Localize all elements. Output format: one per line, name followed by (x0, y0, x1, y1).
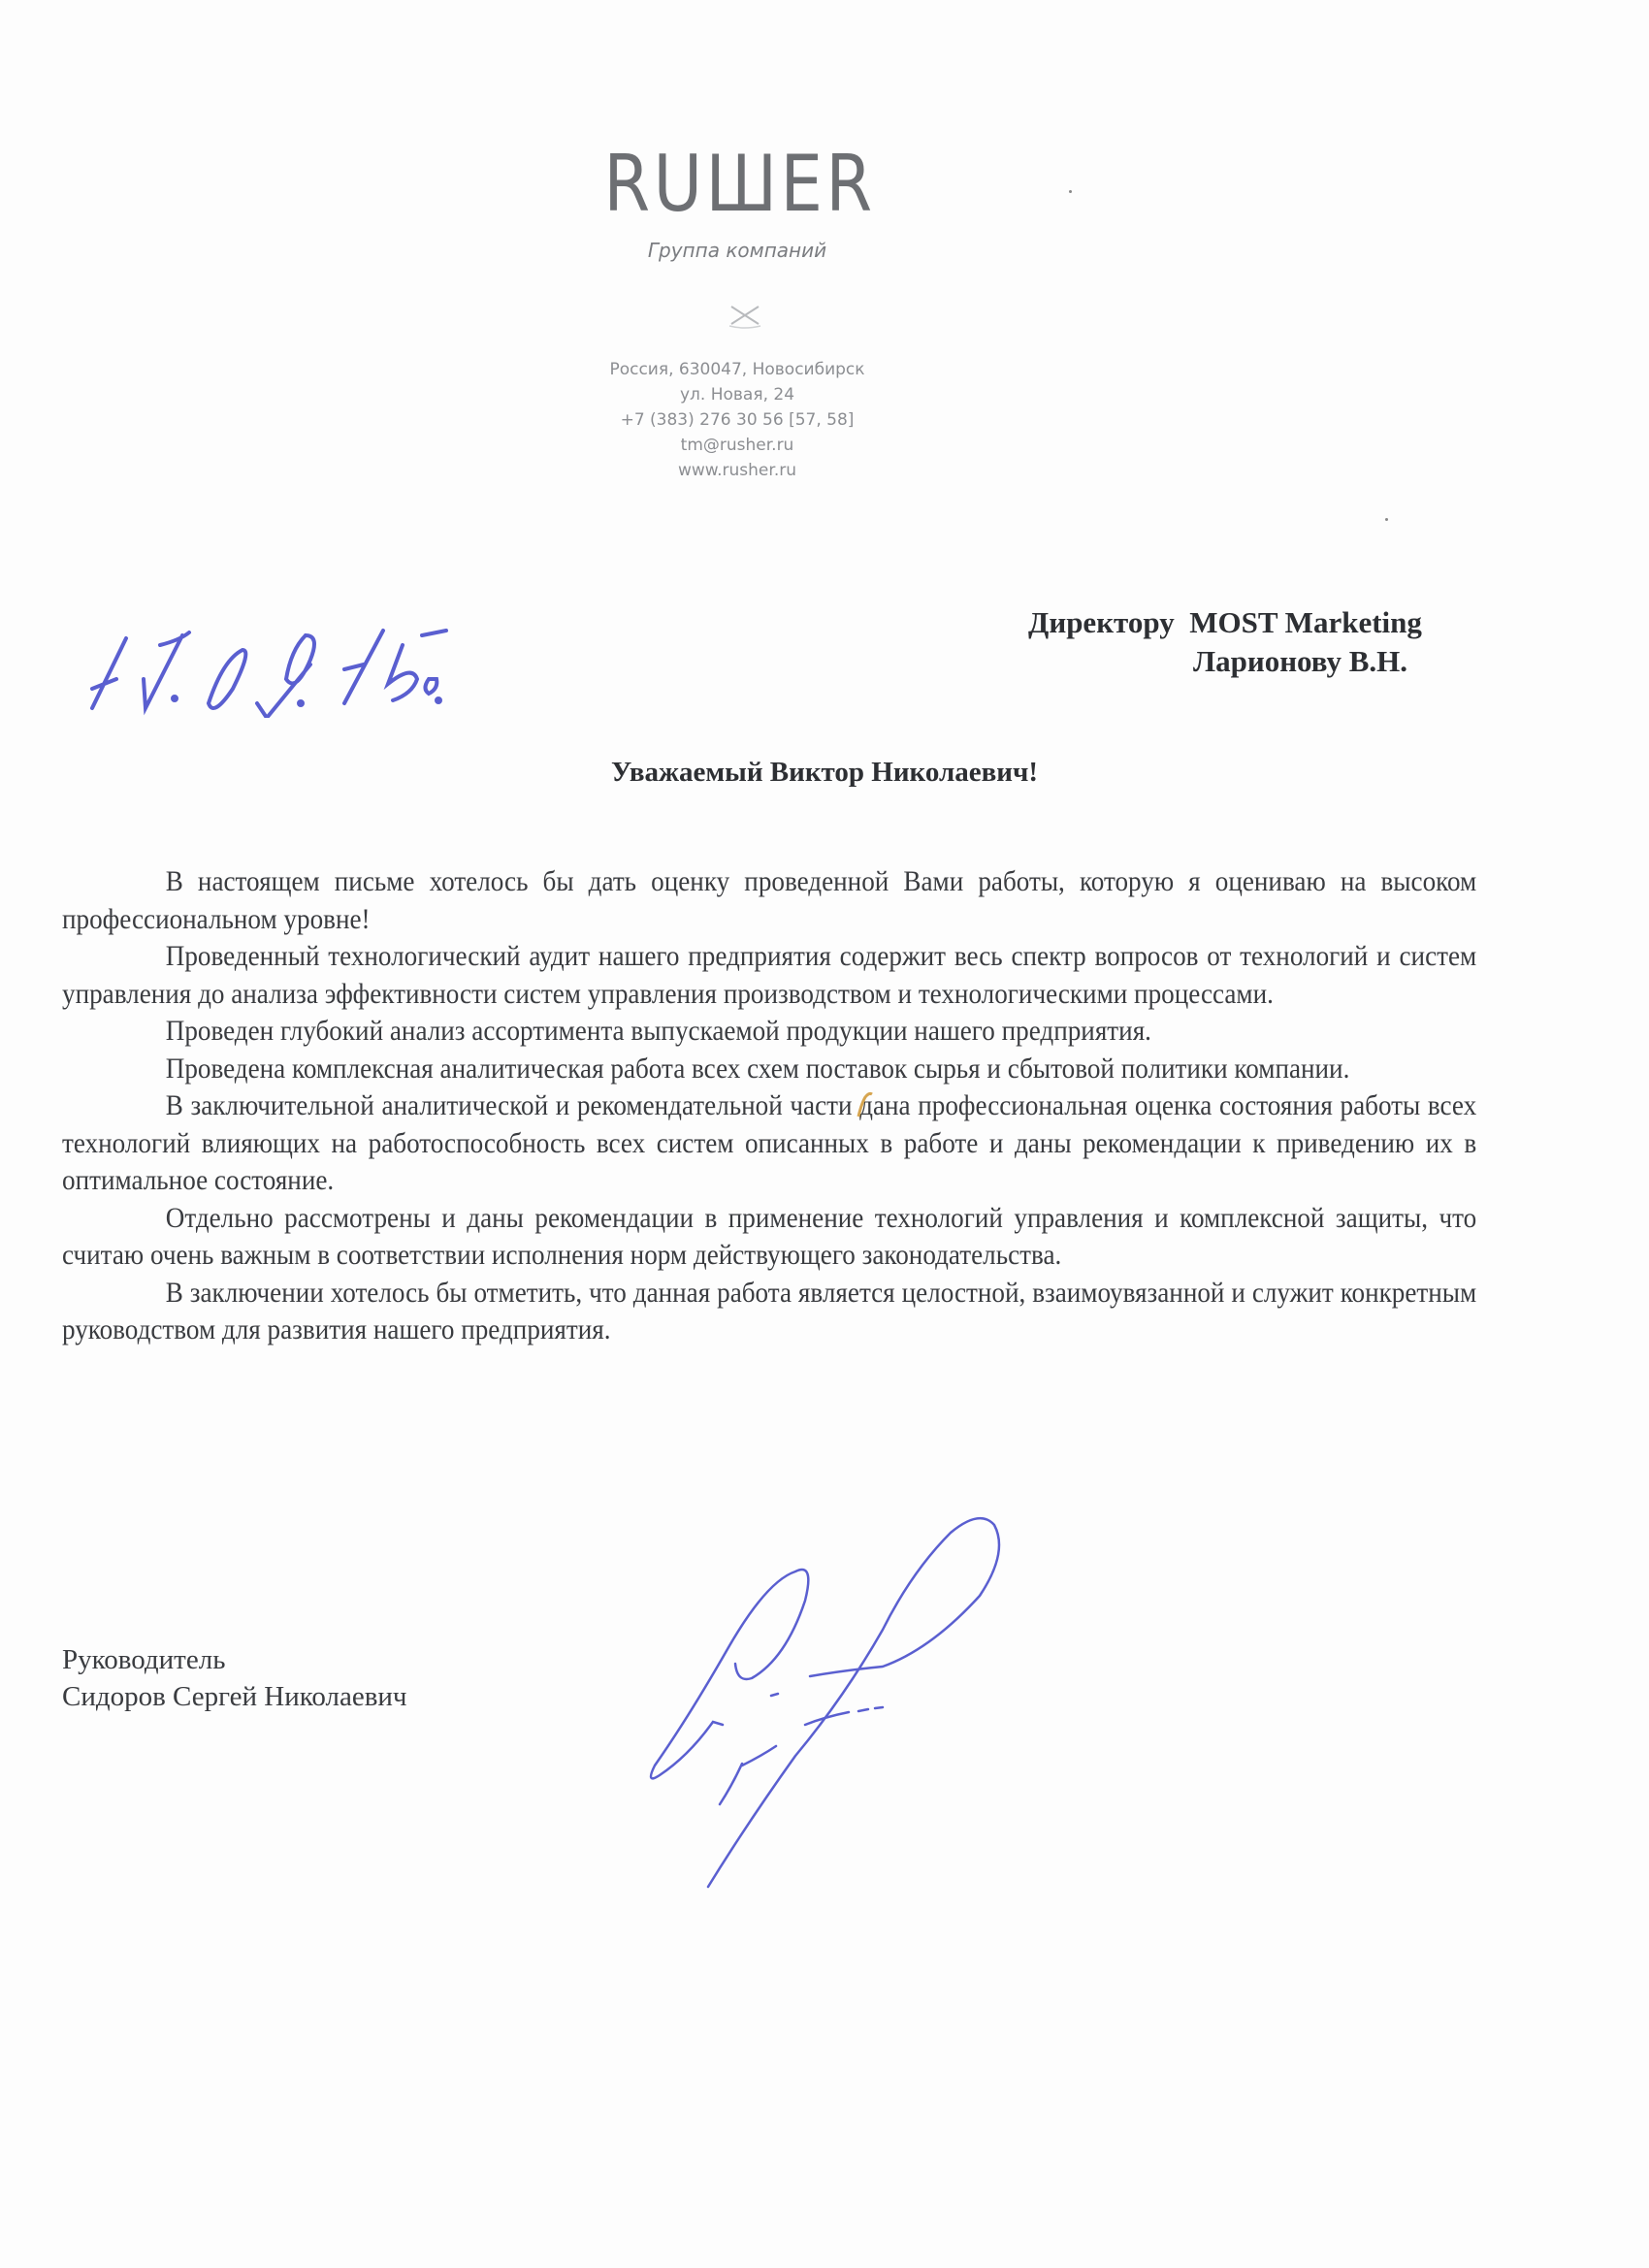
signatory-block (62, 1641, 407, 1715)
signatory-title: Руководитель (62, 1644, 226, 1675)
body-paragraph: Проведенный технологический аудит нашего предприятия содержит весь спектр вопросов от технологий и систем управления до анализа эффективности систем управления производством и технологическими процессами. (62, 941, 1477, 1010)
handwritten-date (87, 611, 475, 718)
body-paragraph: Отдельно рассмотрены и даны рекомендации в применение технологий управления и комплексной защиты, что считаю очень важным в соответствии исполнения норм действующего законодательства. (62, 1202, 1477, 1271)
company-tagline: Группа компаний (647, 239, 827, 262)
company-address (582, 357, 892, 483)
email-line: tm@rusher.ru (680, 436, 794, 455)
addressee-name: Ларионову В.Н. (1193, 644, 1408, 678)
body-paragraph: В заключительной аналитической и рекомендательной части дана профессиональная оценка состояния работы всех технологий влияющих на работоспособность всех систем описанных в работе и даны рекомендации к приведению их в оптимальное состояние. (62, 1090, 1477, 1196)
body-paragraph: В настоящем письме хотелось бы дать оценку проведенной Вами работы, которую я оцениваю на высоком профессиональном уровне! (62, 866, 1477, 935)
addressee-position: Директору MOST Marketing (1028, 605, 1422, 639)
letter-body (62, 863, 1476, 1349)
handwritten-signature (621, 1513, 1028, 1901)
scan-speck (1385, 518, 1388, 521)
addressee-block (1009, 603, 1465, 681)
salutation: Уважаемый Виктор Николаевич! (610, 757, 1039, 788)
signatory-name: Сидоров Сергей Николаевич (62, 1681, 407, 1712)
body-paragraph: Проведен глубокий анализ ассортимента выпускаемой продукции нашего предприятия. (165, 1016, 1151, 1047)
body-paragraph: Проведена комплексная аналитическая работа всех схем поставок сырья и сбытовой политики компании. (165, 1053, 1350, 1085)
address-line: ул. Новая, 24 (679, 385, 795, 405)
address-line: Россия, 630047, Новосибирск (609, 360, 865, 379)
pen-mark (856, 1089, 875, 1118)
crossed-swords-icon (726, 303, 764, 332)
phone-line: +7 (383) 276 30 56 [57, 58] (620, 410, 855, 430)
website-line: www.rusher.ru (677, 461, 796, 480)
scan-speck (1069, 190, 1072, 193)
body-paragraph: В заключении хотелось бы отметить, что данная работа является целостной, взаимоувязанной и служит конкретным руководством для развития нашего предприятия. (62, 1277, 1477, 1345)
company-logo: RUШER (603, 139, 876, 229)
